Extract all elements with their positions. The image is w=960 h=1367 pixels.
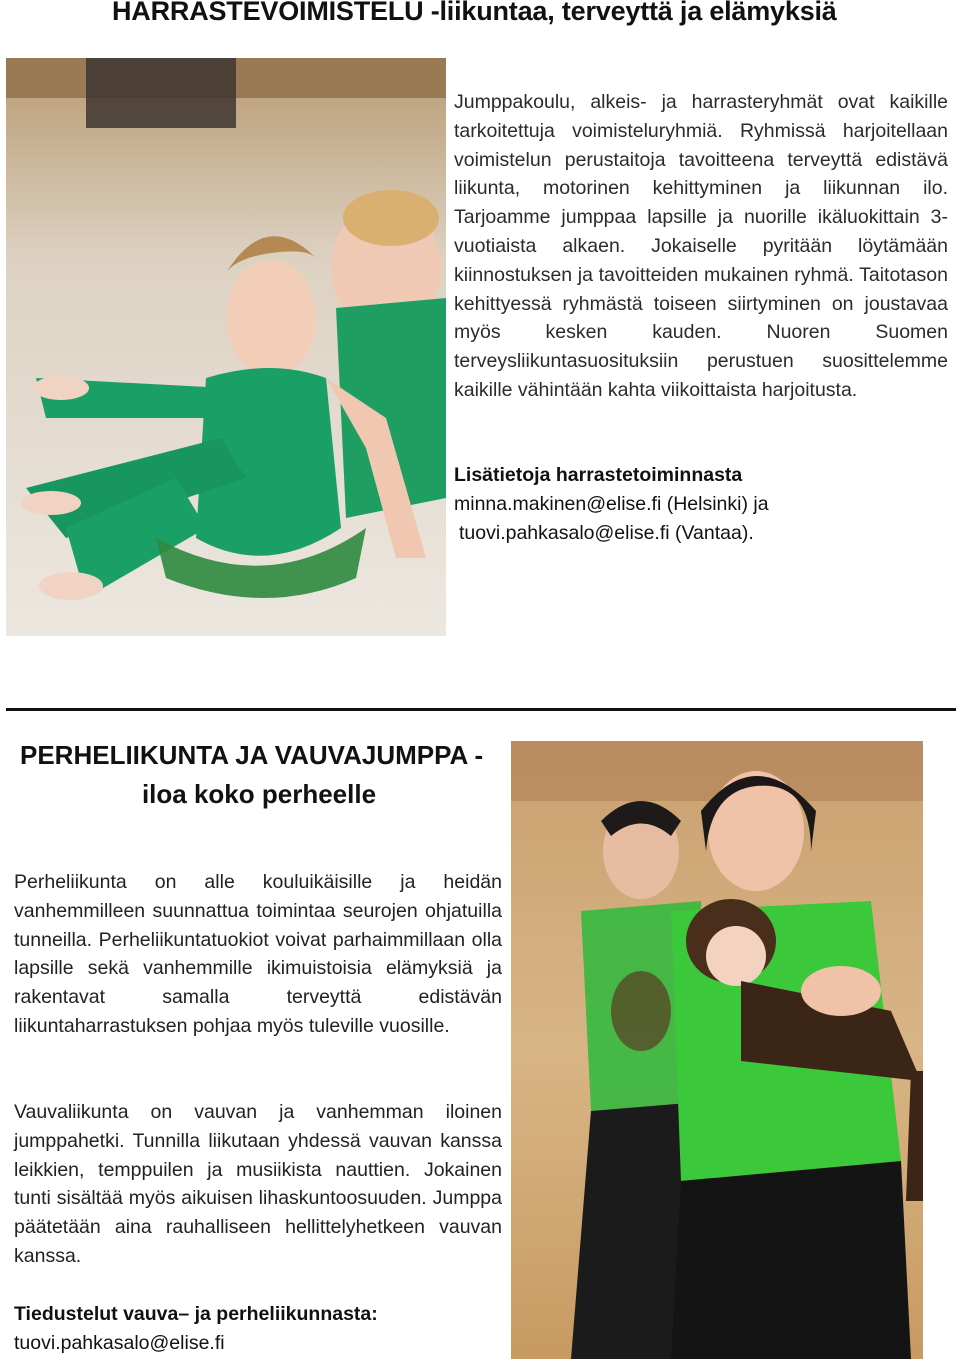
section1-title: HARRASTEVOIMISTELU -liikuntaa, terveyttä ja elämyksiä: [112, 0, 837, 26]
section2-contact: [14, 1300, 504, 1358]
family-exercise-photo: [511, 741, 923, 1359]
section2-paragraph-baby: Vauvaliikunta on vauvan ja vanhemman iloinen jumppahetki. Tunnilla liikutaan yhdessä vauvan kanssa leikkien, temppuilen ja musiikista nauttien. Jokainen tunti sisältää myös aikuisen lihaskuntoosuuden. Jumppa päätetään aina rauhalliseen hellittelyhetkeen vauvan kanssa.: [14, 1101, 502, 1267]
section2-title-line2: iloa koko perheelle: [141, 779, 377, 809]
section1-contact-heading: Lisätietoja harrastetoiminnasta: [454, 464, 743, 486]
contact-email-helsinki[interactable]: minna.makinen@elise.fi (Helsinki) ja: [454, 493, 769, 515]
gymnasts-photo: [6, 58, 446, 636]
section2-title-line1: PERHELIIKUNTA JA VAUVAJUMPPA -: [20, 740, 484, 770]
section2-paragraph-family: Perheliikunta on alle kouluikäisille ja heidän vanhemmilleen suunnattua toimintaa seurojen ohjatuilla tunneilla. Perheliikuntatuokiot voivat parhaimmillaan olla lapsille sekä vanhemmille ikimuistoisia elämyksiä ja rakentavat samalla terveyttä edistävän liikuntaharrastuksen pohjaa myös tuleville vuosille.: [14, 871, 502, 1037]
section1-paragraph: Jumppakoulu, alkeis- ja harrasteryhmät ovat kaikille tarkoitettuja voimisteluryhmiä. Ryhmissä harjoitellaan voimistelun perustaitoja tavoitteena terveyttä edistävä liikunta, motorinen kehittyminen ja liikunnan ilo. Tarjoamme jumppaa lapsille ja nuorille ikäluokittain 3-vuotiaista alkaen. Jokaiselle pyritään löytämään kiinnostuksen ja tavoitteiden mukainen ryhmä. Taitotason kehittyessä ryhmästä toiseen siirtyminen on joustavaa myös kesken kauden. Nuoren Suomen terveysliikuntasuosituksiin perustuen suosittelemme kaikille vähintään kahta viikoittaista harjoitusta.: [454, 91, 948, 401]
section2-title: [14, 736, 504, 814]
section2-contact-heading: Tiedustelut vauva– ja perheliikunnasta:: [14, 1303, 378, 1325]
contact-email-family[interactable]: tuovi.pahkasalo@elise.fi: [14, 1332, 225, 1354]
contact-email-vantaa[interactable]: tuovi.pahkasalo@elise.fi (Vantaa).: [459, 522, 754, 544]
section1-contact: [454, 461, 948, 548]
section-divider: [6, 708, 956, 711]
